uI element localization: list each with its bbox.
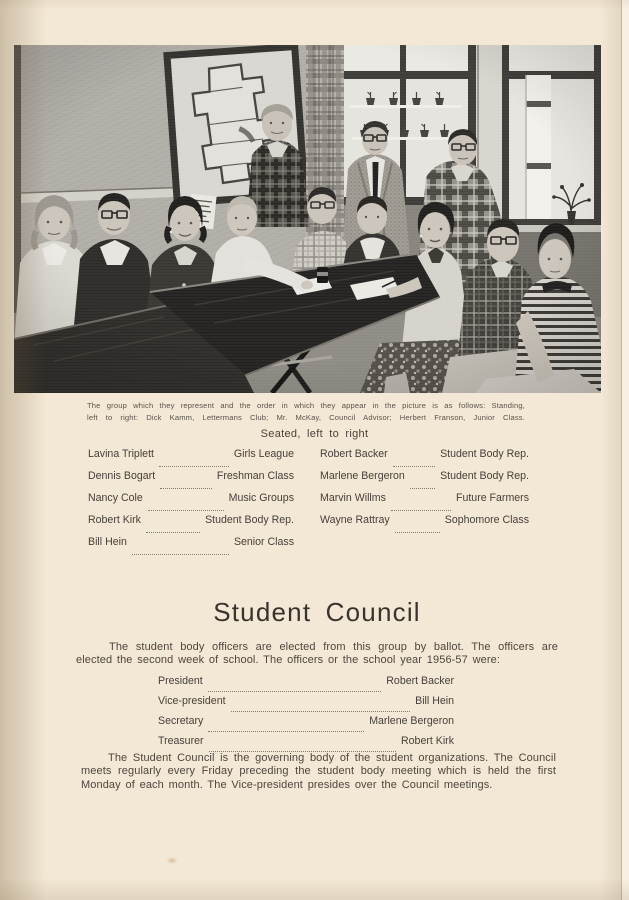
bottom-shadow	[0, 878, 629, 900]
group-photo	[14, 45, 601, 393]
dotted-leader	[132, 554, 229, 555]
roster-row	[88, 470, 294, 492]
roster-role: Senior Class	[233, 536, 294, 548]
dotted-leader	[391, 510, 451, 511]
roster-row	[88, 536, 294, 558]
roster-role: Student Body Rep.	[440, 448, 529, 460]
roster-role: Student Body Rep.	[440, 470, 529, 482]
roster-role: Sophomore Class	[444, 514, 529, 526]
roster-row	[88, 492, 294, 514]
roster-row	[320, 448, 529, 470]
dotted-leader	[208, 731, 364, 732]
officer-title: Vice-president	[158, 695, 226, 707]
officer-name: Bill Hein	[415, 695, 454, 707]
roster	[88, 448, 529, 558]
paper-stain	[166, 857, 178, 864]
officer-title: Treasurer	[158, 735, 204, 747]
roster-role: Future Farmers	[456, 492, 529, 504]
dotted-leader	[410, 488, 435, 489]
dotted-leader	[159, 466, 229, 467]
officer-row	[158, 715, 454, 735]
dotted-leader	[146, 532, 200, 533]
roster-row	[88, 448, 294, 470]
roster-name: Marlene Bergeron	[320, 470, 405, 482]
page-title: Student Council	[213, 597, 421, 627]
officer-title: Secretary	[158, 715, 204, 727]
roster-column-right	[320, 448, 529, 558]
roster-role: Freshman Class	[216, 470, 294, 482]
officer-name: Robert Backer	[386, 675, 454, 687]
dotted-leader	[208, 691, 382, 692]
roster-role: Student Body Rep.	[205, 514, 294, 526]
next-page-edge	[622, 0, 629, 900]
roster-role: Music Groups	[228, 492, 294, 504]
roster-row	[320, 492, 529, 514]
seated-heading: Seated, left to right	[260, 428, 369, 440]
officer-row	[158, 695, 454, 715]
roster-name: Nancy Cole	[88, 492, 143, 504]
dotted-leader	[160, 488, 212, 489]
dotted-leader	[393, 466, 435, 467]
photo-caption	[87, 400, 525, 423]
top-shadow	[0, 0, 629, 10]
officer-name: Robert Kirk	[401, 735, 454, 747]
dotted-leader	[395, 532, 440, 533]
officer-row	[158, 675, 454, 695]
photo-caption-line: The group which they represent and the order in which they appear in the picture is as follows: Standing,	[87, 401, 525, 410]
roster-row	[88, 514, 294, 536]
roster-name: Robert Kirk	[88, 514, 141, 526]
roster-name: Wayne Rattray	[320, 514, 390, 526]
roster-row	[320, 470, 529, 492]
officer-title: President	[158, 675, 203, 687]
dotted-leader	[148, 510, 224, 511]
roster-role: Girls League	[233, 448, 294, 460]
photo-caption-line: left to right: Dick Kamm, Lettermans Club; Mr. McKay, Council Advisor; Herbert Franson, Junior Class.	[87, 412, 525, 422]
roster-column-left	[88, 448, 294, 558]
roster-row	[320, 514, 529, 536]
page-edge-shade	[600, 0, 621, 900]
group-photo-illustration	[14, 45, 601, 393]
closing-paragraph: The Student Council is the governing body of the student organizations. The Council meets regularly every Friday preceding the student body meeting which is held the first Monday of each month. The Vice-president presides over the Council meetings.	[81, 752, 556, 791]
roster-name: Dennis Bogart	[88, 470, 156, 482]
page-edge-line	[621, 0, 622, 900]
roster-name: Bill Hein	[88, 536, 127, 548]
roster-name: Robert Backer	[320, 448, 388, 460]
roster-name: Marvin Willms	[320, 492, 386, 504]
intro-paragraph: The student body officers are elected from this group by ballot. The officers are elected the second week of school. The officers or the school year 1956-57 were:	[76, 641, 558, 667]
roster-name: Lavina Triplett	[88, 448, 154, 460]
dotted-leader	[231, 711, 411, 712]
officers-list	[158, 675, 454, 755]
officer-name: Marlene Bergeron	[369, 715, 454, 727]
